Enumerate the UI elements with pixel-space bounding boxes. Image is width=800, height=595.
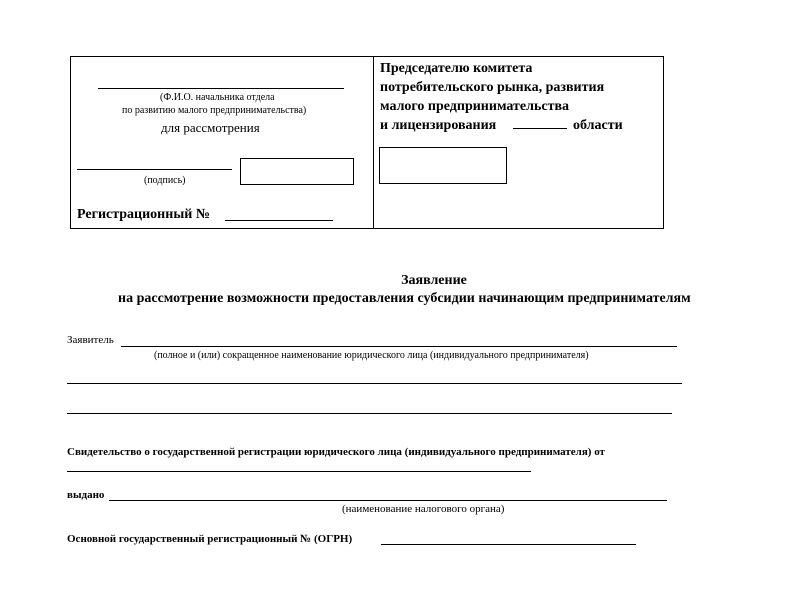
issued-label: выдано	[67, 489, 105, 501]
applicant-extra-line-1[interactable]	[67, 383, 682, 384]
certificate-date-line[interactable]	[67, 471, 531, 472]
registration-number-line[interactable]	[225, 220, 333, 221]
certificate-label: Свидетельство о государственной регистрации юридического лица (индивидуального предпринимателя) от	[67, 446, 605, 458]
issued-caption: (наименование налогового органа)	[342, 503, 505, 515]
applicant-caption: (полное и (или) сокращенное наименование юридического лица (индивидуального предпринимателя)	[154, 350, 589, 361]
right-stamp-box[interactable]	[379, 147, 507, 184]
addressee-line1: Председателю комитета	[380, 61, 533, 76]
addressee-line3: малого предпринимательства	[380, 99, 570, 114]
left-stamp-box[interactable]	[240, 158, 354, 185]
registration-label: Регистрационный №	[77, 207, 210, 222]
applicant-name-line[interactable]	[121, 346, 677, 347]
fio-caption-line2: по развитию малого предпринимательства)	[122, 105, 307, 116]
fio-line[interactable]	[98, 88, 344, 89]
document-subtitle: на рассмотрение возможности предоставления субсидии начинающим предпринимателям	[118, 291, 691, 306]
addressee-line2: потребительского рынка, развития	[380, 80, 605, 95]
for-review-text: для рассмотрения	[161, 120, 260, 135]
tax-authority-line[interactable]	[109, 500, 667, 501]
document-title: Заявление	[401, 273, 467, 288]
signature-caption: (подпись)	[144, 175, 186, 186]
region-blank-line[interactable]	[513, 128, 567, 129]
applicant-label: Заявитель	[67, 334, 114, 346]
header-divider	[373, 57, 374, 228]
addressee-line4-part1: и лицензирования	[380, 118, 497, 133]
addressee-line4-part2: области	[573, 118, 623, 133]
applicant-extra-line-2[interactable]	[67, 413, 672, 414]
signature-line[interactable]	[77, 169, 232, 170]
ogrn-number-line[interactable]	[381, 544, 636, 545]
fio-caption-line1: (Ф.И.О. начальника отдела	[160, 92, 275, 103]
ogrn-label: Основной государственный регистрационный № (ОГРН)	[67, 533, 353, 545]
header-table	[70, 56, 664, 229]
